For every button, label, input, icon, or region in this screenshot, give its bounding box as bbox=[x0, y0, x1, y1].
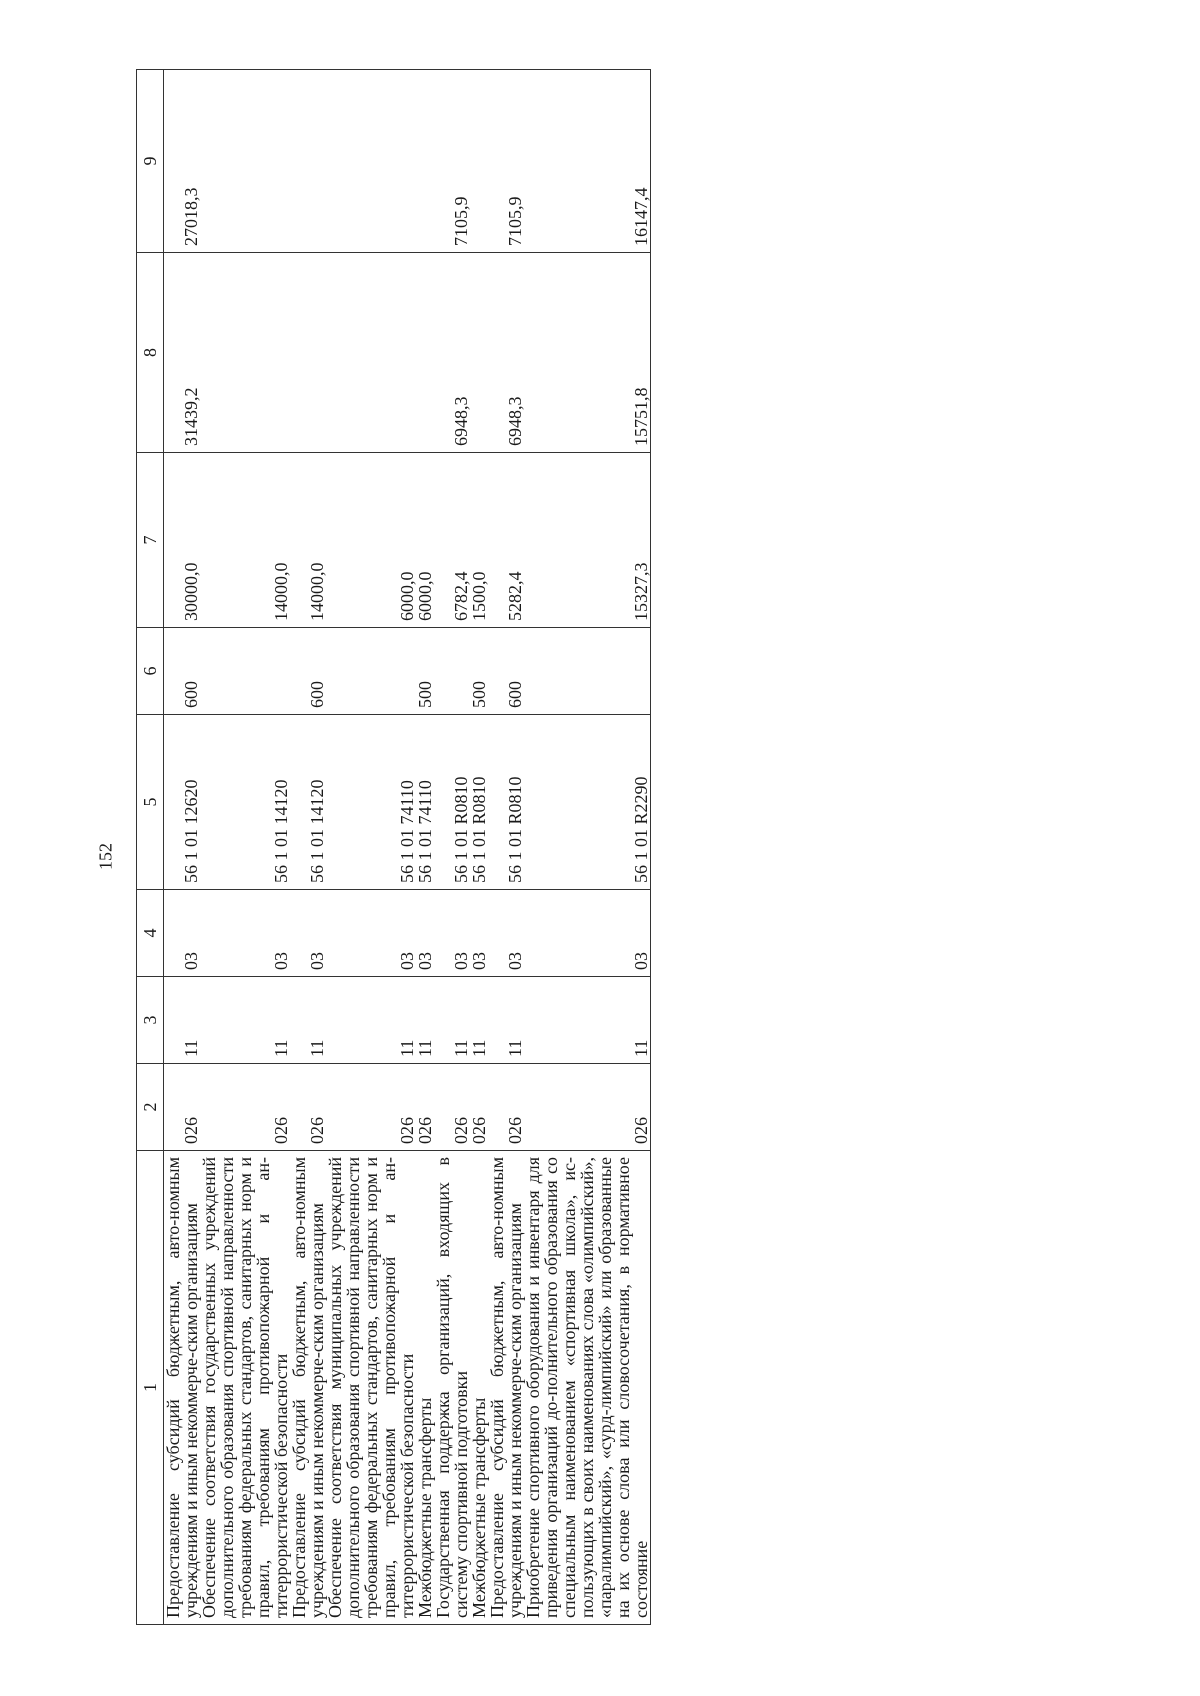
rotated-table-container bbox=[136, 70, 1168, 1625]
section-code: 11 bbox=[470, 977, 488, 1064]
admin-code: 026 bbox=[164, 1064, 201, 1151]
amount-col7: 15327,3 bbox=[524, 453, 651, 628]
amount-col9: 27018,3 bbox=[164, 70, 201, 253]
subsection-code: 03 bbox=[290, 890, 326, 977]
col-header-8: 8 bbox=[137, 253, 164, 453]
target-article: 56 1 01 74110 bbox=[416, 715, 434, 890]
target-article: 56 1 01 R0810 bbox=[488, 715, 524, 890]
section-code: 11 bbox=[290, 977, 326, 1064]
amount-col9: 7105,9 bbox=[434, 70, 470, 253]
target-article: 56 1 01 R2290 bbox=[524, 715, 651, 890]
expense-type: 500 bbox=[470, 628, 488, 715]
target-article: 56 1 01 74110 bbox=[326, 715, 416, 890]
admin-code: 026 bbox=[434, 1064, 470, 1151]
subsection-code: 03 bbox=[524, 890, 651, 977]
target-article: 56 1 01 R0810 bbox=[470, 715, 488, 890]
row-description: Предоставление субсидий бюджетным, авто-номным учреждениям и иным некоммерче-ским организациям bbox=[290, 1151, 326, 1625]
amount-col9 bbox=[200, 70, 290, 253]
col-header-1: 1 bbox=[137, 1151, 164, 1625]
expense-type: 600 bbox=[488, 628, 524, 715]
admin-code: 026 bbox=[326, 1064, 416, 1151]
row-description: Межбюджетные трансферты bbox=[470, 1151, 488, 1625]
row-description: Межбюджетные трансферты bbox=[416, 1151, 434, 1625]
row-description: Обеспечение соответствия государственных учреждений дополнительного образования спортивной направленности требованиям федеральных стандартов, санитарных норм и правил, требованиям противопожарной и ан-титеррористической безопасности bbox=[200, 1151, 290, 1625]
expense-type bbox=[524, 628, 651, 715]
table-row bbox=[290, 70, 326, 1625]
amount-col7: 6000,0 bbox=[326, 453, 416, 628]
subsection-code: 03 bbox=[200, 890, 290, 977]
subsection-code: 03 bbox=[470, 890, 488, 977]
page-number: 152 bbox=[95, 843, 116, 870]
admin-code: 026 bbox=[488, 1064, 524, 1151]
section-code: 11 bbox=[416, 977, 434, 1064]
amount-col7: 14000,0 bbox=[290, 453, 326, 628]
table-row bbox=[200, 70, 290, 1625]
admin-code: 026 bbox=[290, 1064, 326, 1151]
admin-code: 026 bbox=[524, 1064, 651, 1151]
amount-col9 bbox=[290, 70, 326, 253]
row-description: Предоставление субсидий бюджетным, авто-номным учреждениям и иным некоммерче-ским организациям bbox=[488, 1151, 524, 1625]
table-row bbox=[524, 70, 651, 1625]
subsection-code: 03 bbox=[416, 890, 434, 977]
expense-type: 500 bbox=[416, 628, 434, 715]
col-header-4: 4 bbox=[137, 890, 164, 977]
amount-col8: 31439,2 bbox=[164, 253, 201, 453]
amount-col8 bbox=[290, 253, 326, 453]
amount-col9: 16147,4 bbox=[524, 70, 651, 253]
col-header-6: 6 bbox=[137, 628, 164, 715]
amount-col7: 5282,4 bbox=[488, 453, 524, 628]
col-header-3: 3 bbox=[137, 977, 164, 1064]
subsection-code: 03 bbox=[164, 890, 201, 977]
section-code: 11 bbox=[524, 977, 651, 1064]
expense-type: 600 bbox=[164, 628, 201, 715]
amount-col8 bbox=[200, 253, 290, 453]
expense-type bbox=[434, 628, 470, 715]
target-article: 56 1 01 R0810 bbox=[434, 715, 470, 890]
target-article: 56 1 01 14120 bbox=[290, 715, 326, 890]
table-row bbox=[326, 70, 416, 1625]
target-article: 56 1 01 12620 bbox=[164, 715, 201, 890]
amount-col7: 30000,0 bbox=[164, 453, 201, 628]
table-row bbox=[164, 70, 201, 1625]
subsection-code: 03 bbox=[326, 890, 416, 977]
table-row bbox=[470, 70, 488, 1625]
section-code: 11 bbox=[434, 977, 470, 1064]
amount-col7: 6782,4 bbox=[434, 453, 470, 628]
admin-code: 026 bbox=[200, 1064, 290, 1151]
amount-col8 bbox=[470, 253, 488, 453]
amount-col7: 1500,0 bbox=[470, 453, 488, 628]
table-row bbox=[434, 70, 470, 1625]
row-description: Приобретение спортивного оборудования и инвентаря для приведения организаций до-полнительного образования со специальным наименованием «спортивная школа», ис-пользующих в своих наименованиях слова «олимпийский», «паралимпийский», «сурд-лимпийский» или образованные на их основе слова или словосочетания, в нормативное состояние bbox=[524, 1151, 651, 1625]
amount-col8: 6948,3 bbox=[488, 253, 524, 453]
amount-col8: 15751,8 bbox=[524, 253, 651, 453]
subsection-code: 03 bbox=[434, 890, 470, 977]
target-article: 56 1 01 14120 bbox=[200, 715, 290, 890]
expense-type bbox=[200, 628, 290, 715]
budget-table bbox=[136, 69, 651, 1625]
table-row bbox=[488, 70, 524, 1625]
section-code: 11 bbox=[164, 977, 201, 1064]
section-code: 11 bbox=[200, 977, 290, 1064]
col-header-9: 9 bbox=[137, 70, 164, 253]
amount-col7: 6000,0 bbox=[416, 453, 434, 628]
col-header-2: 2 bbox=[137, 1064, 164, 1151]
amount-col9 bbox=[470, 70, 488, 253]
row-description: Предоставление субсидий бюджетным, авто-номным учреждениям и иным некоммерче-ским организациям bbox=[164, 1151, 201, 1625]
col-header-7: 7 bbox=[137, 453, 164, 628]
admin-code: 026 bbox=[416, 1064, 434, 1151]
section-code: 11 bbox=[488, 977, 524, 1064]
row-description: Обеспечение соответствия муниципальных учреждений дополнительного образования спортивной направленности требованиям федеральных стандартов, санитарных норм и правил, требованиям противопожарной и ан-титеррористической безопасности bbox=[326, 1151, 416, 1625]
amount-col8 bbox=[326, 253, 416, 453]
header-row bbox=[137, 70, 164, 1625]
row-description: Государственная поддержка организаций, входящих в систему спортивной подготовки bbox=[434, 1151, 470, 1625]
subsection-code: 03 bbox=[488, 890, 524, 977]
expense-type: 600 bbox=[290, 628, 326, 715]
section-code: 11 bbox=[326, 977, 416, 1064]
admin-code: 026 bbox=[470, 1064, 488, 1151]
amount-col8: 6948,3 bbox=[434, 253, 470, 453]
col-header-5: 5 bbox=[137, 715, 164, 890]
table-row bbox=[416, 70, 434, 1625]
amount-col9: 7105,9 bbox=[488, 70, 524, 253]
amount-col7: 14000,0 bbox=[200, 453, 290, 628]
amount-col9 bbox=[416, 70, 434, 253]
amount-col8 bbox=[416, 253, 434, 453]
amount-col9 bbox=[326, 70, 416, 253]
expense-type bbox=[326, 628, 416, 715]
